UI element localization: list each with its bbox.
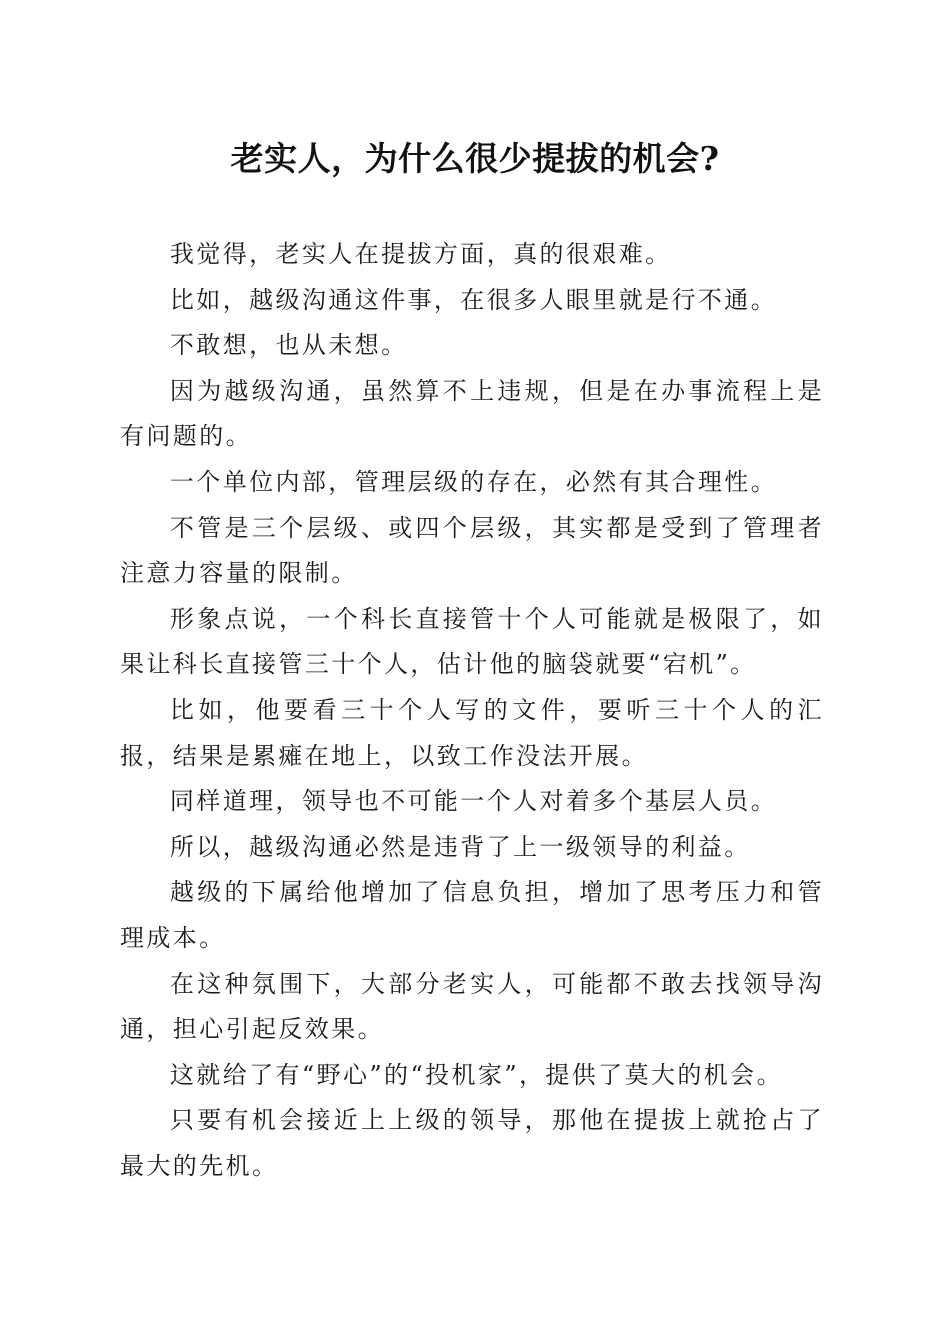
paragraph-7: 形象点说，一个科长直接管十个人可能就是极限了，如果让科长直接管三十个人，估计他的脑袋就要“宕机”。	[120, 604, 824, 679]
document-title: 老实人，为什么很少提拔的机会?	[230, 139, 720, 178]
paragraph-2: 比如，越级沟通这件事，在很多人眼里就是行不通。	[169, 285, 778, 314]
paragraph-13: 这就给了有“野心”的“投机家”，提供了莫大的机会。	[169, 1060, 783, 1089]
paragraph-14: 只要有机会接近上上级的领导，那他在提拔上就抢占了最大的先机。	[120, 1106, 824, 1180]
paragraph-5: 一个单位内部，管理层级的存在，必然有其合理性。	[169, 467, 778, 496]
paragraph-10: 所以，越级沟通必然是违背了上一级领导的利益。	[169, 832, 751, 861]
paragraph-9: 同样道理，领导也不可能一个人对着多个基层人员。	[169, 787, 778, 816]
paragraph-1: 我觉得，老实人在提拔方面，真的很艰难。	[169, 240, 672, 268]
paragraph-12: 在这种氛围下，大部分老实人，可能都不敢去找领导沟通，担心引起反效果。	[120, 969, 824, 1044]
paragraph-8: 比如，他要看三十个人写的文件，要听三十个人的汇报，结果是累瘫在地上，以致工作没法开展。	[120, 695, 824, 770]
paragraph-4: 因为越级沟通，虽然算不上违规，但是在办事流程上是有问题的。	[120, 376, 824, 451]
document-body	[120, 232, 824, 1189]
paragraph-11: 越级的下属给他增加了信息负担，增加了思考压力和管理成本。	[120, 878, 824, 952]
paragraph-3: 不敢想，也从未想。	[169, 331, 408, 360]
paragraph-6: 不管是三个层级、或四个层级，其实都是受到了管理者注意力容量的限制。	[120, 513, 824, 588]
